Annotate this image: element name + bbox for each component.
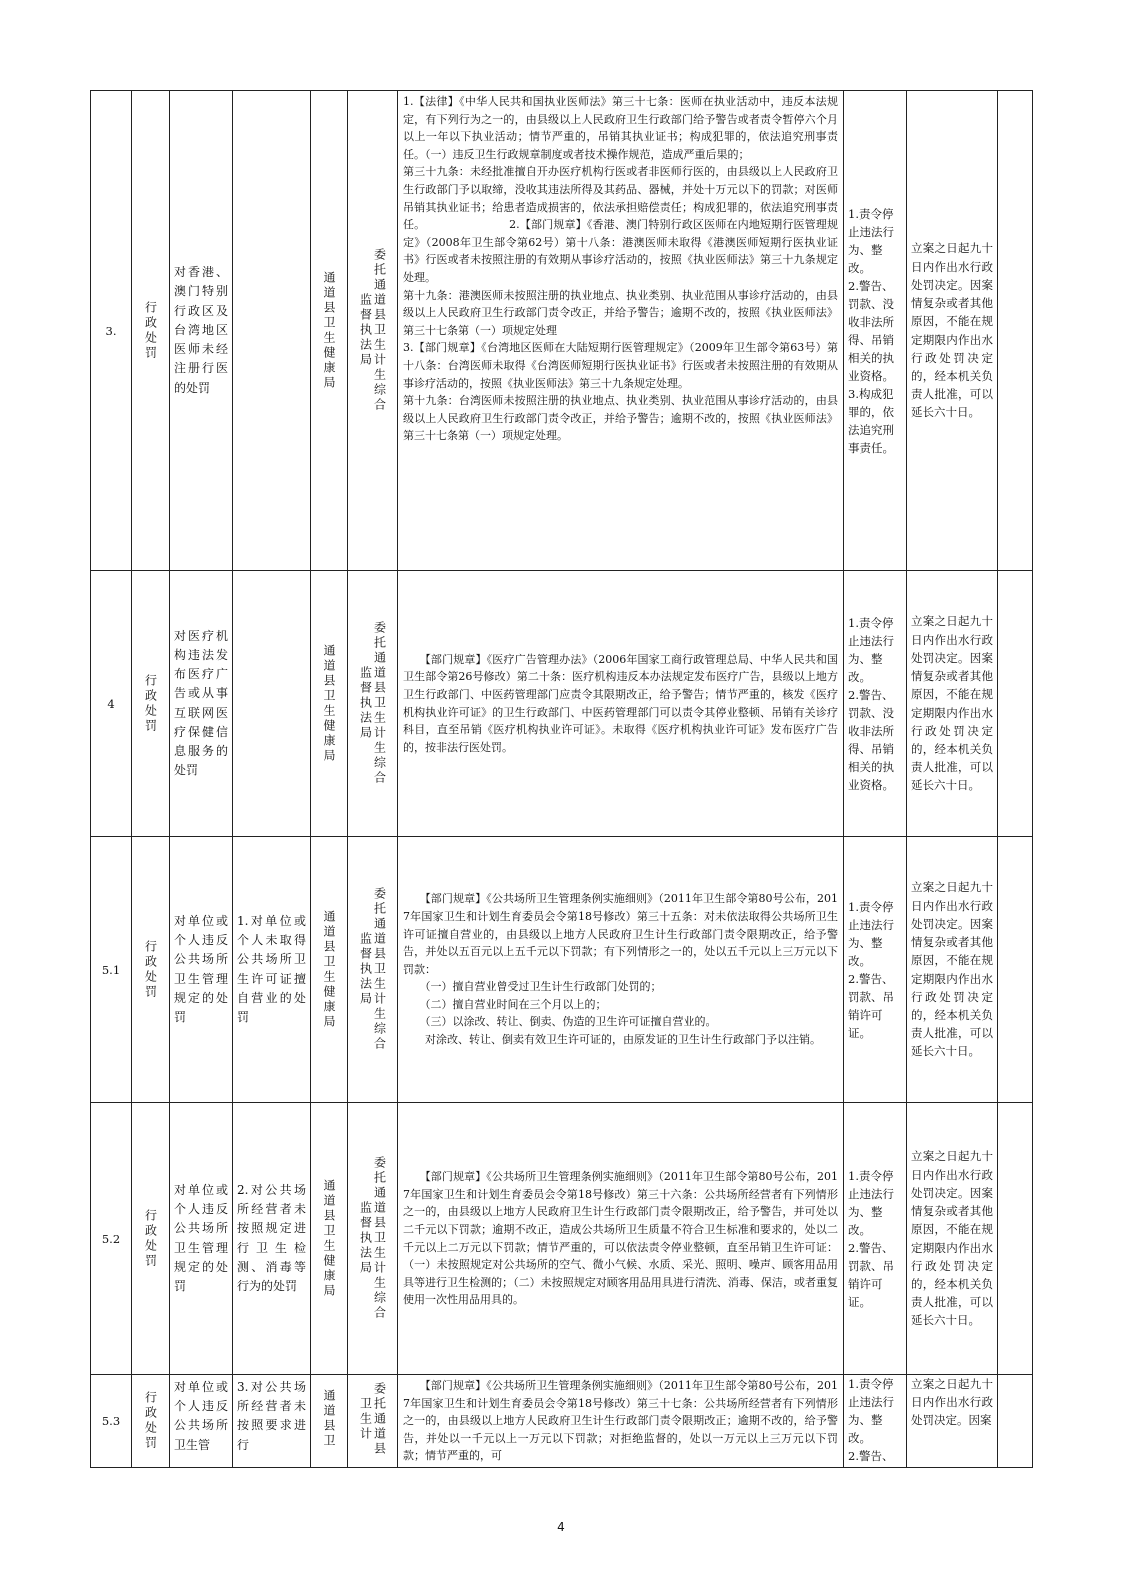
legal-basis-cell: 【部门规章】《公共场所卫生管理条例实施细则》（2011年卫生部令第80号公布，2017年国家卫生和计划生育委员会令第18号修改）第三十五条：对未依法取得公共场所卫生许可证擅自营业的，由县级以上地方人民政府卫生计生行政部门责令限期改正，给予警告，并处以五百元以上五千元以下罚款；有下列情形之一的，处以五千元以上三万元以下罚款： （一）擅自营业曾受过卫生计生行政部门处罚的； （二）擅自营业时间在三个月以上的； （三）以涂改、转让、倒卖、伪造的卫生许可证擅自营业的。 对涂改、转让、倒卖有效卫生许可证的，由原发证的卫生计生行政部门予以注销。 xyxy=(398,837,844,1103)
row-number: 5.3 xyxy=(91,1375,132,1468)
note-cell xyxy=(998,837,1033,1103)
rights-cell: 1.责令停止违法行为、整改。 2.警告、罚款、没收非法所得、吊销相关的执业资格。 xyxy=(844,571,907,837)
rights-cell: 1.责令停止违法行为、整改。 2.警告、罚款、没收非法所得、吊销相关的执业资格。 3.构成犯罪的，依法追究刑事责任。 xyxy=(844,91,907,571)
executor-cell: 委托通道县卫生计生综合监督执法局 xyxy=(348,571,398,837)
category-cell: 行政处罚 xyxy=(132,91,170,571)
agency-cell: 通道县卫 xyxy=(311,1375,348,1468)
row-number: 4 xyxy=(91,571,132,837)
row-number: 5.1 xyxy=(91,837,132,1103)
item-name-cell: 对单位或个人违反公共场所卫生管 xyxy=(170,1375,233,1468)
category-cell: 行政处罚 xyxy=(132,1103,170,1375)
agency-cell: 通道县卫生健康局 xyxy=(311,1103,348,1375)
time-limit-cell: 立案之日起九十日内作出水行政处罚决定。因案情复杂或者其他原因，不能在规定期限内作出水行政处罚决定的，经本机关负责人批准，可以延长六十日。 xyxy=(907,91,998,571)
executor-cell: 委托通道县卫生计生综合监督执法局 xyxy=(348,91,398,571)
agency-cell: 通道县卫生健康局 xyxy=(311,837,348,1103)
time-limit-cell: 立案之日起九十日内作出水行政处罚决定。因案 xyxy=(907,1375,998,1468)
category-cell: 行政处罚 xyxy=(132,1375,170,1468)
sub-item-cell xyxy=(233,91,311,571)
table-row xyxy=(91,1103,1033,1375)
row-number: 5.2 xyxy=(91,1103,132,1375)
rights-cell: 1.责令停止违法行为、整改。 2.警告、 xyxy=(844,1375,907,1468)
rights-cell: 1.责令停止违法行为、整改。 2.警告、罚款、吊销许可证。 xyxy=(844,1103,907,1375)
time-limit-cell: 立案之日起九十日内作出水行政处罚决定。因案情复杂或者其他原因，不能在规定期限内作出水行政处罚决定的，经本机关负责人批准，可以延长六十日。 xyxy=(907,1103,998,1375)
legal-basis-cell: 1.【法律】《中华人民共和国执业医师法》第三十七条：医师在执业活动中，违反本法规定，有下列行为之一的，由县级以上人民政府卫生行政部门给予警告或者责令暂停六个月以上一年以下执业活动；情节严重的，吊销其执业证书；构成犯罪的，依法追究刑事责任。（一）违反卫生行政规章制度或者技术操作规范，造成严重后果的； 第三十九条：未经批准擅自开办医疗机构行医或者非医师行医的，由县级以上人民政府卫生行政部门予以取缔，没收其违法所得及其药品、器械，并处十万元以下的罚款；对医师吊销其执业证书；给患者造成损害的，依法承担赔偿责任；构成犯罪的，依法追究刑事责任。 2.【部门规章】《香港、澳门特别行政区医师在内地短期行医管理规定》（2008年卫生部令第62号）第十八条：港澳医师未取得《港澳医师短期行医执业证书》行医或者未按照注册的有效期从事诊疗活动的，按照《执业医师法》第三十九条规定处理。 第十九条：港澳医师未按照注册的执业地点、执业类别、执业范围从事诊疗活动的，由县级以上人民政府卫生行政部门责令改正，并给予警告；逾期不改的，按照《执业医师法》第三十七条第（一）项规定处理 3.【部门规章】《台湾地区医师在大陆短期行医管理规定》（2009年卫生部令第63号）第十八条：台湾医师未取得《台湾医师短期行医执业证书》行医或者未按照注册的有效期从事诊疗活动的，按照《执业医师法》第三十九条规定处理。 第十九条：台湾医师未按照注册的执业地点、执业类别、执业范围从事诊疗活动的，由县级以上人民政府卫生行政部门责令改正，并给予警告；逾期不改的，按照《执业医师法》第三十七条第（一）项规定处理。 xyxy=(398,91,844,571)
executor-cell: 委托通道县卫生计生综合监督执法局 xyxy=(348,1103,398,1375)
note-cell xyxy=(998,1103,1033,1375)
sub-item-cell xyxy=(233,571,311,837)
item-name-cell: 对医疗机构违法发布医疗广告或从事互联网医疗保健信息服务的处罚 xyxy=(170,571,233,837)
sub-item-cell: 1.对单位或个人未取得公共场所卫生许可证擅自营业的处罚 xyxy=(233,837,311,1103)
page-number: 4 xyxy=(557,1520,565,1534)
agency-cell: 通道县卫生健康局 xyxy=(311,91,348,571)
note-cell xyxy=(998,91,1033,571)
time-limit-cell: 立案之日起九十日内作出水行政处罚决定。因案情复杂或者其他原因，不能在规定期限内作出水行政处罚决定的，经本机关负责人批准，可以延长六十日。 xyxy=(907,837,998,1103)
table-row xyxy=(91,1375,1033,1468)
executor-cell: 委托通道县卫生计生综合监督执法局 xyxy=(348,837,398,1103)
power-list-table xyxy=(90,90,1033,1468)
table-row xyxy=(91,571,1033,837)
item-name-cell: 对单位或个人违反公共场所卫生管理规定的处罚 xyxy=(170,1103,233,1375)
legal-basis-cell: 【部门规章】《公共场所卫生管理条例实施细则》（2011年卫生部令第80号公布，2017年国家卫生和计划生育委员会令第18号修改）第三十七条：公共场所经营者有下列情形之一的，由县级以上地方人民政府卫生计生行政部门责令限期改正；逾期不改的，给予警告，并处以一千元以上一万元以下罚款；对拒绝监督的，处以一万元以上三万元以下罚款；情节严重的，可 xyxy=(398,1375,844,1468)
sub-item-cell: 2.对公共场所经营者未按照规定进行卫生检测、消毒等行为的处罚 xyxy=(233,1103,311,1375)
category-cell: 行政处罚 xyxy=(132,837,170,1103)
legal-basis-cell: 【部门规章】《公共场所卫生管理条例实施细则》（2011年卫生部令第80号公布，2017年国家卫生和计划生育委员会令第18号修改）第三十六条：公共场所经营者有下列情形之一的，由县级以上地方人民政府卫生计生行政部门责令限期改正，给予警告，并可处以二千元以下罚款；逾期不改正，造成公共场所卫生质量不符合卫生标准和要求的，处以二千元以上二万元以下罚款；情节严重的，可以依法责令停业整顿，直至吊销卫生许可证：（一）未按照规定对公共场所的空气、微小气候、水质、采光、照明、噪声、顾客用品用具等进行卫生检测的；（二）未按照规定对顾客用品用具进行清洗、消毒、保洁，或者重复使用一次性用品用具的。 xyxy=(398,1103,844,1375)
sub-item-cell: 3.对公共场所经营者未按照要求进行 xyxy=(233,1375,311,1468)
agency-cell: 通道县卫生健康局 xyxy=(311,571,348,837)
table-row xyxy=(91,91,1033,571)
rights-cell: 1.责令停止违法行为、整改。 2.警告、罚款、吊销许可证。 xyxy=(844,837,907,1103)
row-number: 3. xyxy=(91,91,132,571)
note-cell xyxy=(998,571,1033,837)
executor-cell: 委托通道县卫生计 xyxy=(348,1375,398,1468)
item-name-cell: 对单位或个人违反公共场所卫生管理规定的处罚 xyxy=(170,837,233,1103)
legal-basis-cell: 【部门规章】《医疗广告管理办法》（2006年国家工商行政管理总局、中华人民共和国卫生部令第26号修改）第二十条：医疗机构违反本办法规定发布医疗广告，县级以上地方卫生行政部门、中医药管理部门应责令其限期改正，给予警告；情节严重的，核发《医疗机构执业许可证》的卫生行政部门、中医药管理部门可以责令其停业整顿、吊销有关诊疗科目，直至吊销《医疗机构执业许可证》。未取得《医疗机构执业许可证》发布医疗广告的，按非法行医处罚。 xyxy=(398,571,844,837)
category-cell: 行政处罚 xyxy=(132,571,170,837)
table-row xyxy=(91,837,1033,1103)
item-name-cell: 对香港、澳门特别行政区及台湾地区医师未经注册行医的处罚 xyxy=(170,91,233,571)
note-cell xyxy=(998,1375,1033,1468)
time-limit-cell: 立案之日起九十日内作出水行政处罚决定。因案情复杂或者其他原因，不能在规定期限内作出水行政处罚决定的，经本机关负责人批准，可以延长六十日。 xyxy=(907,571,998,837)
